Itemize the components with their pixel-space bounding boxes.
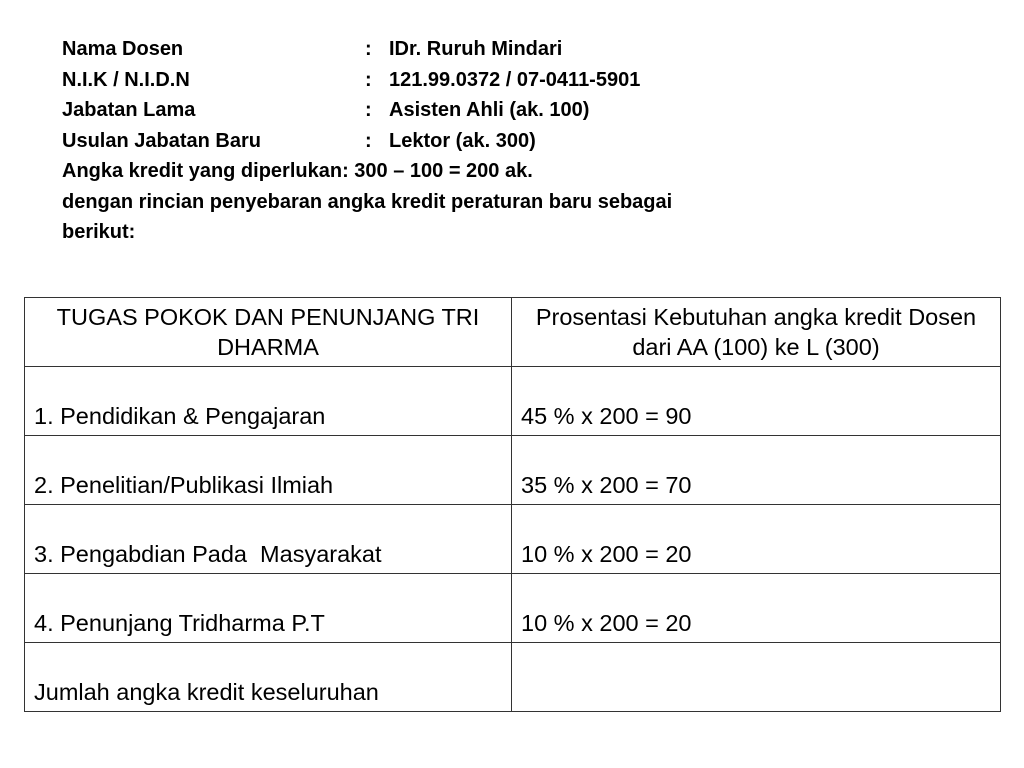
header-prosentasi: Prosentasi Kebutuhan angka kredit Dosen dari AA (100) ke L (300) xyxy=(512,298,1001,367)
info-label: N.I.K / N.I.D.N xyxy=(62,68,190,91)
lecturer-info-block xyxy=(62,34,762,248)
total-label-cell: Jumlah angka kredit keseluruhan xyxy=(25,643,512,712)
table-row xyxy=(25,574,1001,643)
info-value: Asisten Ahli (ak. 100) xyxy=(389,99,590,121)
info-row-nik-nidn xyxy=(62,65,762,96)
info-label: Nama Dosen xyxy=(62,38,184,60)
kredit-required-line: Angka kredit yang diperlukan: 300 – 100 = 200 ak. xyxy=(62,160,533,182)
table-row xyxy=(25,367,1001,436)
value-cell: 45 % x 200 = 90 xyxy=(512,367,1001,436)
info-row-usulan-jabatan xyxy=(62,126,762,157)
table-row xyxy=(25,436,1001,505)
info-row-nama-dosen xyxy=(62,34,762,65)
rincian-line-continued: berikut: xyxy=(62,221,136,243)
info-value: Lektor (ak. 300) xyxy=(389,129,536,152)
info-separator: : xyxy=(365,68,372,91)
info-separator: : xyxy=(365,99,372,121)
credit-distribution-table xyxy=(24,297,1001,712)
rincian-line: dengan rincian penyebaran angka kredit peraturan baru sebagai xyxy=(62,190,673,213)
header-tugas-pokok: TUGAS POKOK DAN PENUNJANG TRI DHARMA xyxy=(25,298,512,367)
info-separator: : xyxy=(365,38,372,60)
info-value: 121.99.0372 / 07-0411-5901 xyxy=(389,68,641,91)
table-row-total xyxy=(25,643,1001,712)
table-row xyxy=(25,505,1001,574)
value-cell: 35 % x 200 = 70 xyxy=(512,436,1001,505)
value-cell: 10 % x 200 = 20 xyxy=(512,505,1001,574)
task-cell: 4. Penunjang Tridharma P.T xyxy=(25,574,512,643)
info-separator: : xyxy=(365,129,372,152)
task-cell: 3. Pengabdian Pada Masyarakat xyxy=(25,505,512,574)
info-row-jabatan-lama xyxy=(62,95,762,126)
task-cell: 2. Penelitian/Publikasi Ilmiah xyxy=(25,436,512,505)
task-cell: 1. Pendidikan & Pengajaran xyxy=(25,367,512,436)
total-value-cell xyxy=(512,643,1001,712)
info-value: IDr. Ruruh Mindari xyxy=(389,38,563,60)
value-cell: 10 % x 200 = 20 xyxy=(512,574,1001,643)
info-label: Usulan Jabatan Baru xyxy=(62,129,261,152)
info-label: Jabatan Lama xyxy=(62,99,196,121)
table-header-row xyxy=(25,298,1001,367)
